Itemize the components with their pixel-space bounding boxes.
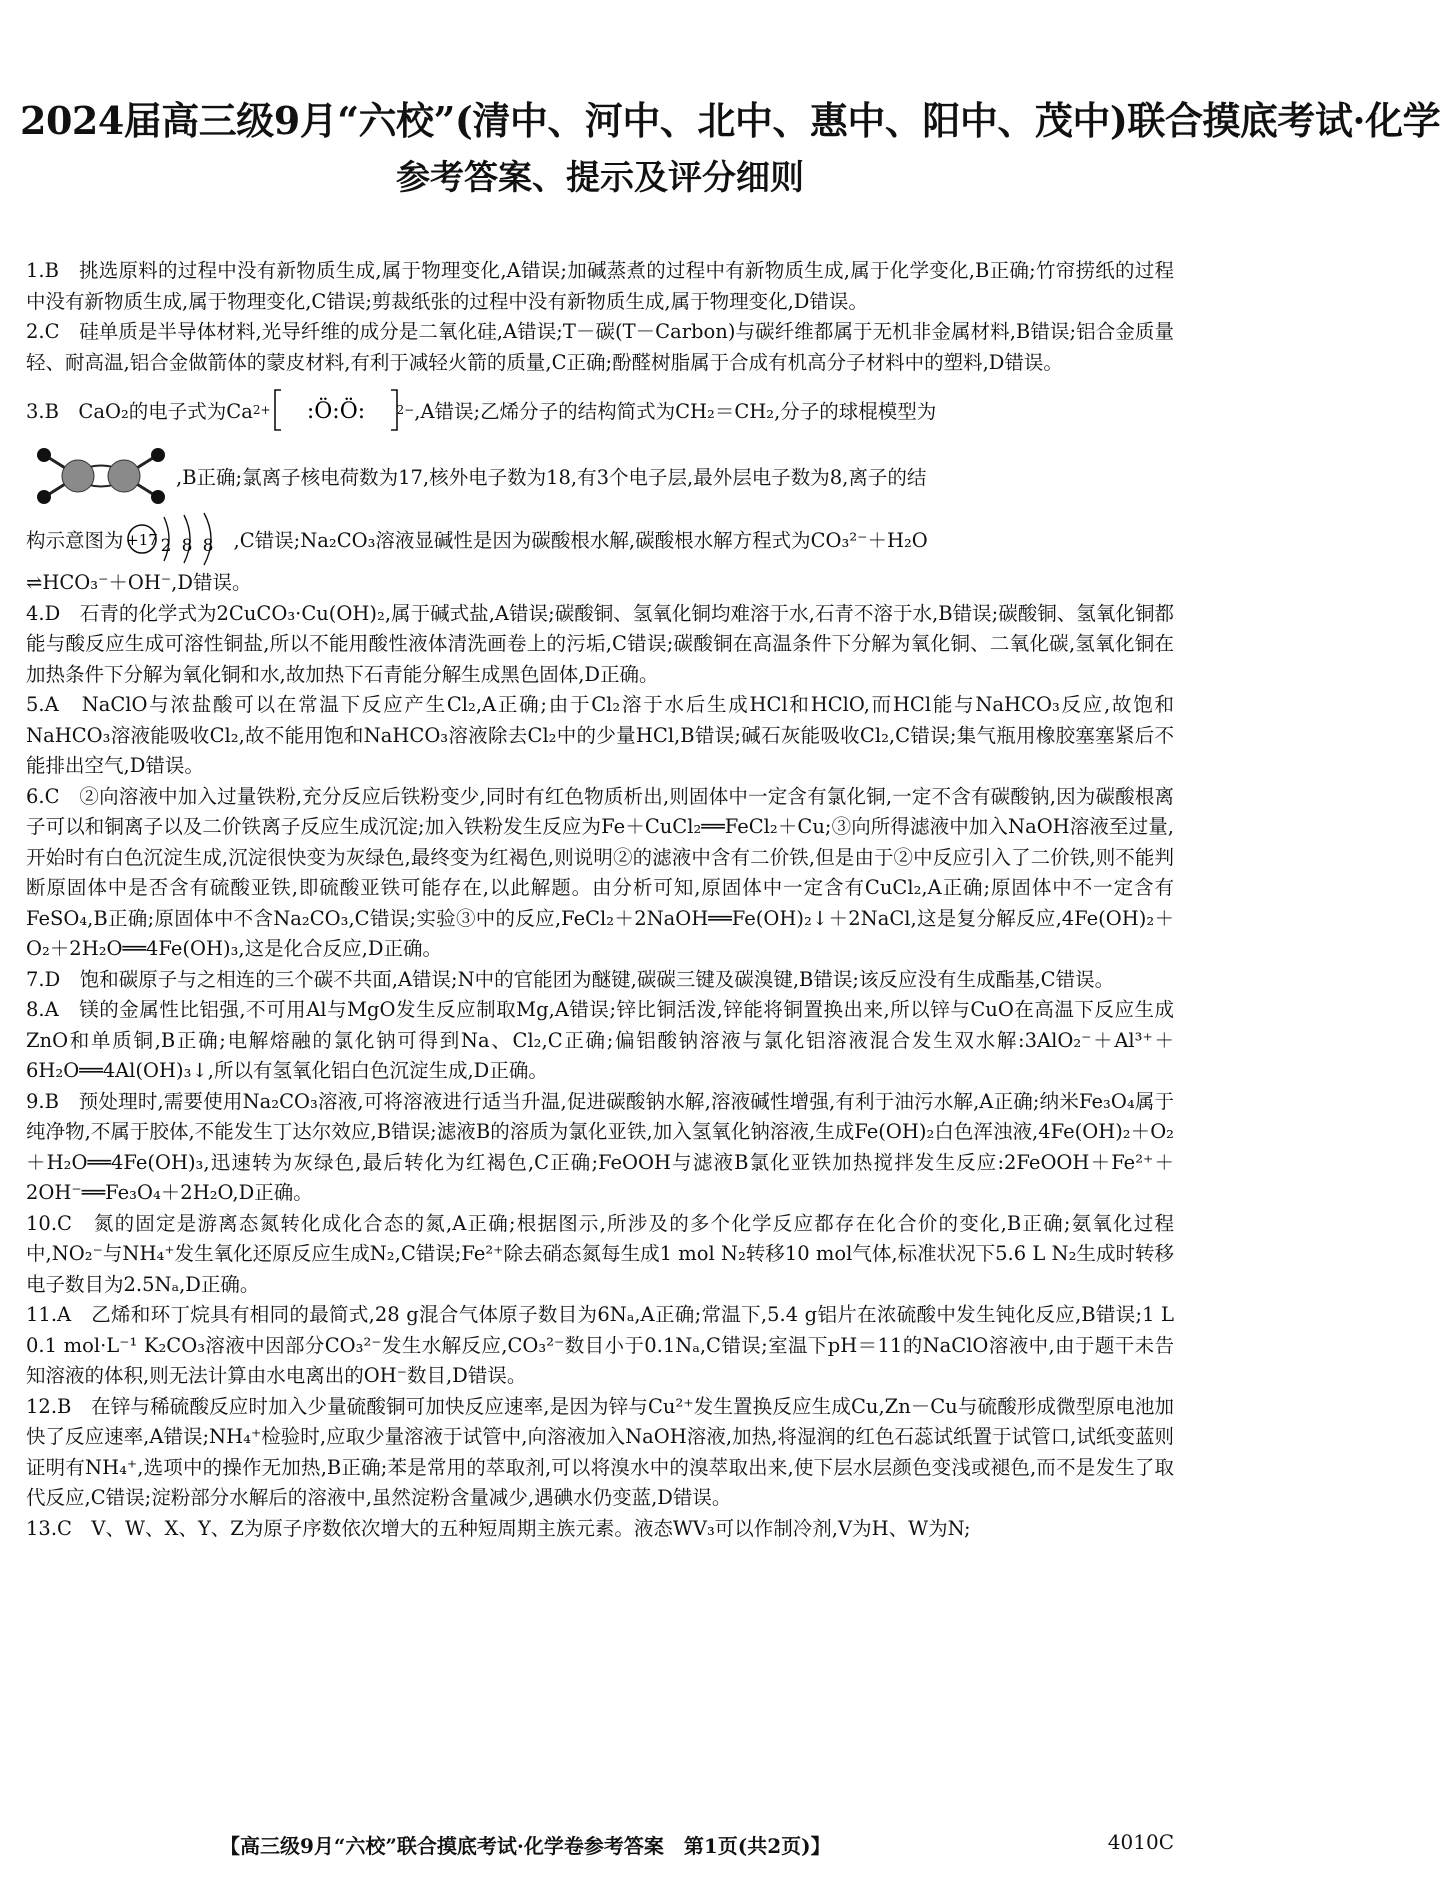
- page-subtitle: 参考答案、提示及评分细则: [396, 158, 804, 198]
- answer-body: [26, 256, 1174, 1544]
- answer-item-2: 2.C 硅单质是半导体材料,光导纤维的成分是二氧化硅,A错误;T－碳(T－Carbon)与碳纤维都属于无机非金属材料,B错误;铝合金质量轻、耐高温,铝合金做箭体的蒙皮材料,有利于减轻火箭的质量,C正确;酚醛树脂属于合成有机高分子材料中的塑料,D错误。: [26, 320, 1174, 374]
- page-footer: [20, 1830, 1180, 1860]
- q3-ca-charge: 2+: [252, 403, 271, 417]
- q3-text-4: 构示意图为: [26, 529, 124, 552]
- answer-item-12: 12.B 在锌与稀硫酸反应时加入少量硫酸铜可加快反应速率,是因为锌与Cu²⁺发生置换反应生成Cu,Zn－Cu与硫酸形成微型原电池加快了反应速率,A错误;NH₄⁺检验时,应取少量溶液于试管中,向溶液加入NaOH溶液,加热,将湿润的红色石蕊试纸置于试管口,试纸变蓝则证明有NH₄⁺,选项中的操作无加热,B正确;苯是常用的萃取剂,可以将溴水中的溴萃取出来,使下层水层颜色变浅或褪色,而不是发生了取代反应,C错误;淀粉部分水解后的溶液中,虽然淀粉含量减少,遇碘水仍变蓝,D错误。: [26, 1394, 1174, 1509]
- chloride-ion-structure-diagram-icon: [124, 511, 234, 567]
- answer-item-11: 11.A 乙烯和环丁烷具有相同的最简式,28 g混合气体原子数目为6Nₐ,A正确;常温下,5.4 g铝片在浓硫酸中发生钝化反应,B错误;1 L 0.1 mol·L⁻¹ K₂CO₃溶液中因部分CO₃²⁻发生水解反应,CO₃²⁻数目小于0.1Nₐ,C错误;室温下pH＝11的NaClO溶液中,由于题干未告知溶液的体积,则无法计算由水电离出的OH⁻数目,D错误。: [26, 1303, 1174, 1387]
- answer-item-4: 4.D 石青的化学式为2CuCO₃·Cu(OH)₂,属于碱式盐,A错误;碳酸铜、氢氧化铜均难溶于水,石青不溶于水,B错误;碳酸铜、氢氧化铜都能与酸反应生成可溶性铜盐,所以不能用酸性液体清洗画卷上的污垢,C错误;碳酸铜在高温条件下分解为氧化铜、二氧化碳,氢氧化铜在加热条件下分解为氧化铜和水,故加热下石青能分解生成黑色固体,D正确。: [26, 601, 1174, 686]
- answer-item-3-line-1: [26, 378, 1174, 442]
- answer-item-1: 1.B 挑选原料的过程中没有新物质生成,属于物理变化,A错误;加碱蒸煮的过程中有新物质生成,属于化学变化,B正确;竹帘捞纸的过程中没有新物质生成,属于物理变化,C错误;剪裁纸张的过程中没有新物质生成,属于物理变化,D错误。: [26, 259, 1174, 313]
- answer-item-3-line-3: [26, 510, 1174, 568]
- paper-code: 4010C: [1107, 1830, 1174, 1854]
- answer-item-3: [26, 378, 1174, 599]
- q3-text-2: ,A错误;乙烯分子的结构简式为CH₂＝CH₂,分子的球棍模型为: [414, 400, 937, 423]
- answer-item-5: 5.A NaClO与浓盐酸可以在常温下反应产生Cl₂,A正确;由于Cl₂溶于水后生成HCl和HClO,而HCl能与NaHCO₃反应,故饱和NaHCO₃溶液能吸收Cl₂,故不能用饱和NaHCO₃溶液除去Cl₂中的少量HCl,B错误;碱石灰能吸收Cl₂,C错误;集气瓶用橡胶塞塞紧后不能排出空气,D错误。: [26, 693, 1174, 777]
- footer-text: 【高三级9月“六校”联合摸底考试·化学卷参考答案 第1页(共2页)】: [220, 1834, 831, 1858]
- q3-text-5: ,C错误;Na₂CO₃溶液显碱性是因为碳酸根水解,碳酸根水解方程式为CO₃²⁻＋H₂O: [233, 529, 928, 552]
- answer-item-9: 9.B 预处理时,需要使用Na₂CO₃溶液,可将溶液进行适当升温,促进碳酸钠水解,溶液碱性增强,有利于油污水解,A正确;纳米Fe₃O₄属于纯净物,不属于胶体,不能发生丁达尔效应,B错误;滤液B的溶质为氯化亚铁,加入氢氧化钠溶液,生成Fe(OH)₂白色浑浊液,4Fe(OH)₂＋O₂＋H₂O══4Fe(OH)₃,迅速转为灰绿色,最后转化为红褐色,C正确;FeOOH与滤液B氯化亚铁加热搅拌发生反应:2FeOOH＋Fe²⁺＋2OH⁻══Fe₃O₄＋2H₂O,D正确。: [26, 1089, 1175, 1204]
- peroxide-electron-formula-icon: [271, 382, 401, 438]
- page-title: 2024届高三级9月“六校”(清中、河中、北中、惠中、阳中、茂中)联合摸底考试·化学: [20, 98, 1440, 143]
- answer-item-3-line-2: [26, 442, 1174, 510]
- q3-peroxide-charge: 2−: [396, 403, 415, 417]
- answer-item-13: 13.C V、W、X、Y、Z为原子序数依次增大的五种短周期主族元素。液态WV₃可以作制冷剂,V为H、W为N;: [26, 1516, 971, 1540]
- answer-item-8: 8.A 镁的金属性比铝强,不可用Al与MgO发生反应制取Mg,A错误;锌比铜活泼,锌能将铜置换出来,所以锌与CuO在高温下反应生成ZnO和单质铜,B正确;电解熔融的氯化钠可得到Na、Cl₂,C正确;偏铝酸钠溶液与氯化铝溶液混合发生双水解:3AlO₂⁻＋Al³⁺＋6H₂O══4Al(OH)₃↓,所以有氢氧化铝白色沉淀生成,D正确。: [26, 998, 1174, 1082]
- cl-shell-2: 8: [181, 536, 192, 556]
- cl-shell-1: 2: [160, 536, 171, 556]
- cl-nucleus-label: +17: [125, 531, 158, 549]
- answer-item-10: 10.C 氮的固定是游离态氮转化成化合态的氮,A正确;根据图示,所涉及的多个化学反应都存在化合价的变化,B正确;氨氧化过程中,NO₂⁻与NH₄⁺发生氧化还原反应生成N₂,C错误;Fe²⁺除去硝态氮每生成1 mol N₂转移10 mol气体,标准状况下5.6 L N₂生成时转移电子数目为2.5Nₐ,D正确。: [26, 1211, 1174, 1296]
- answer-item-7: 7.D 饱和碳原子与之相连的三个碳不共面,A错误;N中的官能团为醚键,碳碳三键及碳溴键,B错误;该反应没有生成酯基,C错误。: [26, 967, 1115, 991]
- q3-text-3: ,B正确;氯离子核电荷数为17,核外电子数为18,有3个电子层,最外层电子数为8,离子的结: [176, 466, 927, 489]
- q3-dots-text: :Ö:Ö:: [306, 399, 365, 424]
- answer-item-6: 6.C ②向溶液中加入过量铁粉,充分反应后铁粉变少,同时有红色物质析出,则固体中一定含有氯化铜,一定不含有碳酸钠,因为碳酸根离子可以和铜离子以及二价铁离子反应生成沉淀;加入铁粉发生反应为Fe＋CuCl₂══FeCl₂＋Cu;③向所得滤液中加入NaOH溶液至过量,开始时有白色沉淀生成,沉淀很快变为灰绿色,最终变为红褐色,则说明②的滤液中含有二价铁,但是由于②中反应引入了二价铁,则不能判断原固体中是否含有硫酸亚铁,即硫酸亚铁可能存在,以此解题。由分析可知,原固体中一定含有CuCl₂,A正确;原固体中不一定含有FeSO₄,B正确;原固体中不含Na₂CO₃,C错误;实验③中的反应,FeCl₂＋2NaOH══Fe(OH)₂↓＋2NaCl,这是复分解反应,4Fe(OH)₂＋O₂＋2H₂O══4Fe(OH)₃,这是化合反应,D正确。: [26, 784, 1174, 960]
- ethylene-ball-stick-model-icon: [26, 444, 176, 508]
- cl-shell-3: 8: [202, 536, 213, 556]
- q3-text-1: 3.B CaO₂的电子式为Ca: [26, 400, 253, 423]
- q3-text-6: ⇌HCO₃⁻＋OH⁻,D错误。: [26, 571, 252, 594]
